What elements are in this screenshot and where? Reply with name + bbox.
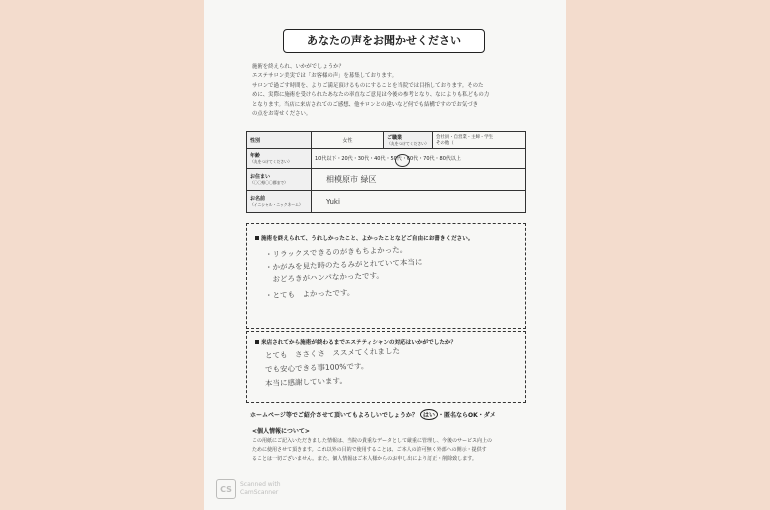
answer-2-line: 本当に感謝しています。 <box>264 376 348 388</box>
question-1 <box>255 234 473 242</box>
bullet-square-icon <box>255 236 259 240</box>
occupation-label <box>384 132 433 149</box>
scanner-watermark <box>216 479 281 499</box>
occupation-options <box>433 132 526 149</box>
question-1-text: 施術を終えられて、うれしかったこと、よかったことなどご自由にお書きください。 <box>261 236 474 242</box>
privacy-line: この用紙にご記入いただきました情報は、当院の貴重なデータとして厳重に管理し、今後のサービス向上の <box>252 438 493 444</box>
answer-1-line: ・かがみを見た時のたるみがとれていて本当に <box>264 257 423 272</box>
homepage-question: ホームページ等でご紹介させて頂いてもよろしいでしょうか？ <box>250 412 418 419</box>
name-label-text: お名前 <box>250 196 266 202</box>
customer-info-table <box>246 131 526 213</box>
address-label-text: お住まい <box>250 174 271 180</box>
address-sub: （〇〇県〇〇郡まで） <box>250 180 288 185</box>
camscanner-logo-icon: CS <box>216 479 236 499</box>
gender-value: 女性 <box>312 132 384 149</box>
intro-line: エステサロン美実では「お客様の声」を募集しております。 <box>252 73 398 80</box>
privacy-line: ために使用させて頂きます。これ以外の目的で使用することは、ご本人の許可無く外部への開示・提供す <box>252 447 487 453</box>
occupation-choices: 会社員・自営業・主婦・学生 <box>436 135 494 140</box>
address-value: 相模原市 緑区 <box>312 169 526 191</box>
name-value: Yuki <box>312 191 526 213</box>
feedback-box-2 <box>246 331 526 403</box>
form-title: あなたの声をお聞かせください <box>283 29 485 53</box>
gender-label: 性別 <box>247 132 312 149</box>
occupation-label-text: ご職業 <box>387 134 403 141</box>
name-sub: （イニシャル・ニックネーム） <box>250 202 303 207</box>
answer-1-line: ・とても よかったです。 <box>264 287 355 300</box>
answer-1-line: おどろきがハンパなかったです。 <box>264 270 384 284</box>
answer-2-line: でも安心できる事100%です。 <box>264 361 369 374</box>
question-2-text: 来店されてから施術が終わるまでエステティシャンの対応はいかがでしたか？ <box>261 340 457 346</box>
answer-2-line: とても ささくさ ススメてくれました <box>264 346 401 360</box>
age-label-text: 年齢 <box>250 153 261 159</box>
privacy-heading: <個人情報について> <box>252 428 310 435</box>
homepage-consent <box>250 409 496 420</box>
intro-line: めに、実際に施術を受けられたあなたの率直なご意見は今後の参考となり、なによりも私どもの力 <box>252 92 490 99</box>
age-options: 10代以下・20代・30代・40代・50代・60代・70代・80代以上 <box>315 156 461 162</box>
address-label <box>247 169 312 191</box>
age-label <box>247 149 312 169</box>
watermark-line-1: Scanned with <box>240 481 281 488</box>
name-label <box>247 191 312 213</box>
bullet-square-icon <box>255 340 259 344</box>
survey-form-paper <box>204 0 566 510</box>
homepage-yes-circled: はい <box>420 409 438 420</box>
privacy-text <box>252 437 522 464</box>
question-2 <box>255 338 456 346</box>
watermark-line-2: CamScanner <box>240 489 279 496</box>
age-options-cell <box>312 149 526 169</box>
intro-line: となります。当店に来店されてのご感想、他サロンとの違いなど何でも結構ですのでお気づき <box>252 101 478 108</box>
privacy-line: ることは一切ございません。また、個人情報はご本人様からのお申し出により訂正・削除致します。 <box>252 456 477 462</box>
feedback-box-1 <box>246 223 526 329</box>
intro-line: の点をお寄せください。 <box>252 111 312 118</box>
homepage-other-options: ・匿名ならOK・ダメ <box>438 412 496 419</box>
age-selected-circle <box>395 154 410 167</box>
age-sub: （丸をつけてください） <box>250 159 292 164</box>
occupation-sub: （丸をつけてください） <box>387 140 429 146</box>
occupation-other: その他（ <box>436 141 454 146</box>
intro-text <box>252 63 522 119</box>
answer-1-line: ・リラックスできるのがきもちよかった。 <box>264 245 408 259</box>
intro-line: 施術を終えられ、いかがでしょうか？ <box>252 64 344 70</box>
intro-line: サロンで過ごす時間を、よりご満足頂けるものにすることを当院では目指しております。そのた <box>252 82 484 89</box>
